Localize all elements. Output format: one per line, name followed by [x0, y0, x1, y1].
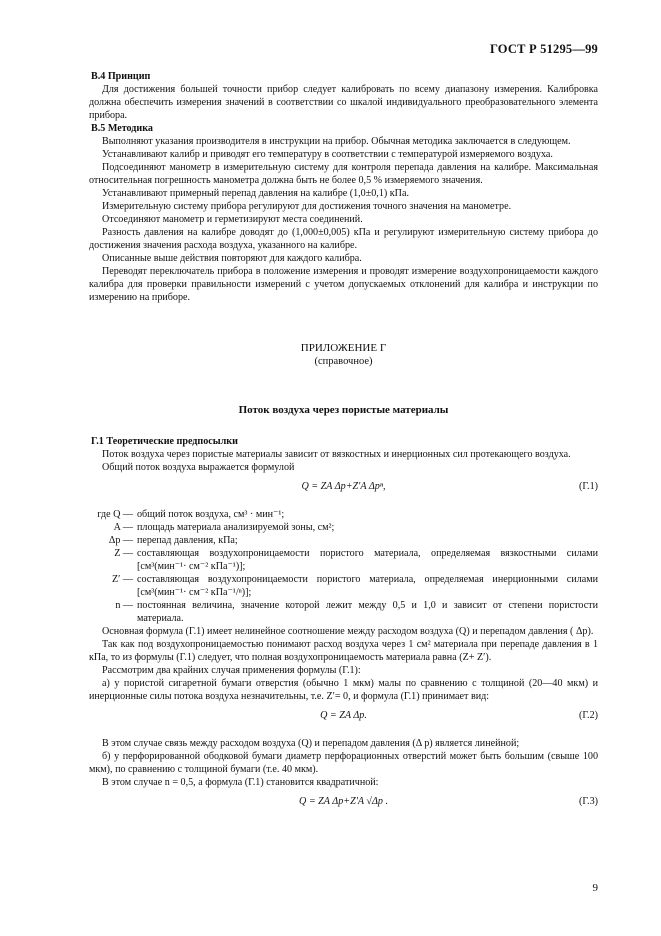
appendix-status: (справочное) — [314, 356, 373, 367]
formula-g2 — [89, 709, 598, 729]
section-title-g1: Г.1 Теоретические предпосылки — [91, 436, 238, 447]
formula-g3 — [89, 795, 598, 815]
definition-row — [89, 508, 598, 521]
definition-row — [89, 547, 598, 573]
paragraph: Описанные выше действия повторяют для каждого калибра. — [102, 253, 362, 264]
paragraph: а) у пористой сигаретной бумаги отверстия (обычно 1 мкм) малы по сравнению с толщиной (20—40 мкм) и инерционные силы потока воздуха незначительны, т.е. Z′= 0, и формула (Г.1) принимает вид: — [89, 678, 598, 702]
paragraph: В этом случае n = 0,5, а формула (Г.1) становится квадратичной: — [102, 777, 379, 788]
page-number: 9 — [592, 882, 598, 894]
formula-number: (Г.1) — [579, 481, 598, 492]
definition-term: Z — — [114, 548, 133, 559]
appendix-label: ПРИЛОЖЕНИЕ Г — [300, 342, 387, 354]
definition-term: A — — [113, 522, 133, 533]
section-title-b4: В.4 Принцип — [91, 71, 151, 82]
paragraph: Для достижения большей точности прибор следует калибровать по всему диапазону измерения. Калибровка должна обеспечить измерения значений в соответствии со шкалой индивидуального преобразовательного элемента прибора. — [89, 84, 598, 121]
document-code: ГОСТ Р 51295—99 — [489, 42, 598, 56]
formula-number: (Г.3) — [579, 796, 598, 807]
definition-row — [89, 521, 598, 534]
formula-expression: Q = ZA Δp. — [320, 710, 367, 721]
definition-term: n — — [115, 600, 133, 611]
definitions-list — [89, 508, 598, 625]
formula-expression: Q = ZA Δp+Z′A Δpⁿ, — [301, 481, 386, 492]
definition-row — [89, 534, 598, 547]
paragraph: Выполняют указания производителя в инструкции на прибор. Обычная методика заключается в следующем. — [102, 136, 571, 147]
paragraph: Так как под воздухопроницаемостью понимают расход воздуха через 1 см² материала при перепаде давления в 1 кПа, то из формулы (Г.1) следует, что полная воздухопроницаемость материала равна (Z+ Z′). — [89, 639, 598, 663]
appendix-title: Поток воздуха через пористые материалы — [238, 404, 449, 416]
paragraph: Отсоединяют манометр и герметизируют места соединений. — [102, 214, 363, 225]
definition-desc: площадь материала анализируемой зоны, см²; — [137, 522, 335, 533]
paragraph: Измерительную систему прибора регулируют для достижения точного значения на манометре. — [102, 201, 512, 212]
paragraph: Подсоединяют манометр в измерительную систему для контроля перепада давления на калибре. Максимальная относительная погрешность манометра должна быть не более 0,5 % измеряемого значения. — [89, 162, 598, 186]
definition-desc: постоянная величина, значение которой лежит между 0,5 и 1,0 и зависит от степени пористости материала. — [137, 600, 598, 624]
definition-term: Z′ — — [112, 574, 133, 585]
definition-row — [89, 573, 598, 599]
definition-desc: общий поток воздуха, см³ · мин⁻¹; — [137, 509, 285, 520]
definition-desc: составляющая воздухопроницаемости пористого материала, определяемая инерционными силами [см³(мин⁻¹· см⁻² кПа⁻¹/ⁿ)]; — [137, 574, 598, 598]
definition-term: Δp — — [108, 535, 133, 546]
formula-number: (Г.2) — [579, 710, 598, 721]
formula-expression: Q = ZA Δp+Z′A √Δp . — [299, 796, 388, 807]
paragraph: Переводят переключатель прибора в положение измерения и проводят измерение воздухопроницаемости каждого калибра для проверки правильности измерений с учетом допускаемых отклонений для калибра и инструкции по измерению на приборе. — [89, 266, 598, 303]
definition-desc: составляющая воздухопроницаемости пористого материала, определяемая вязкостными силами [см³(мин⁻¹· см⁻² кПа⁻¹)]; — [137, 548, 598, 572]
paragraph: б) у перфорированной ободковой бумаги диаметр перфорационных отверстий может быть большим (свыше 100 мкм), по сравнению с толщиной бумаги (т.е. 40 мкм). — [89, 751, 598, 775]
definition-term: где Q — — [97, 509, 133, 520]
paragraph: Поток воздуха через пористые материалы зависит от вязкостных и инерционных сил протекающего воздуха. — [102, 449, 571, 460]
paragraph: Разность давления на калибре доводят до (1,000±0,005) кПа и регулируют измерительную систему прибора до достижения значения расхода воздуха, указанного на калибре. — [89, 227, 598, 251]
paragraph: В этом случае связь между расходом воздуха (Q) и перепадом давления (Δ p) является линейной; — [102, 738, 520, 749]
paragraph: Устанавливают примерный перепад давления на калибре (1,0±0,1) кПа. — [102, 188, 409, 199]
definition-desc: перепад давления, кПа; — [137, 535, 238, 546]
paragraph: Общий поток воздуха выражается формулой — [102, 462, 295, 473]
section-title-b5: В.5 Методика — [91, 123, 153, 134]
definition-row — [89, 599, 598, 625]
paragraph: Устанавливают калибр и приводят его температуру в соответствии с температурой измеряемого воздуха. — [102, 149, 553, 160]
formula-g1 — [89, 480, 598, 500]
page-body — [89, 70, 598, 823]
paragraph: Рассмотрим два крайних случая применения формулы (Г.1): — [102, 665, 361, 676]
paragraph: Основная формула (Г.1) имеет нелинейное соотношение между расходом воздуха (Q) и перепадом давления ( Δp). — [102, 626, 594, 637]
